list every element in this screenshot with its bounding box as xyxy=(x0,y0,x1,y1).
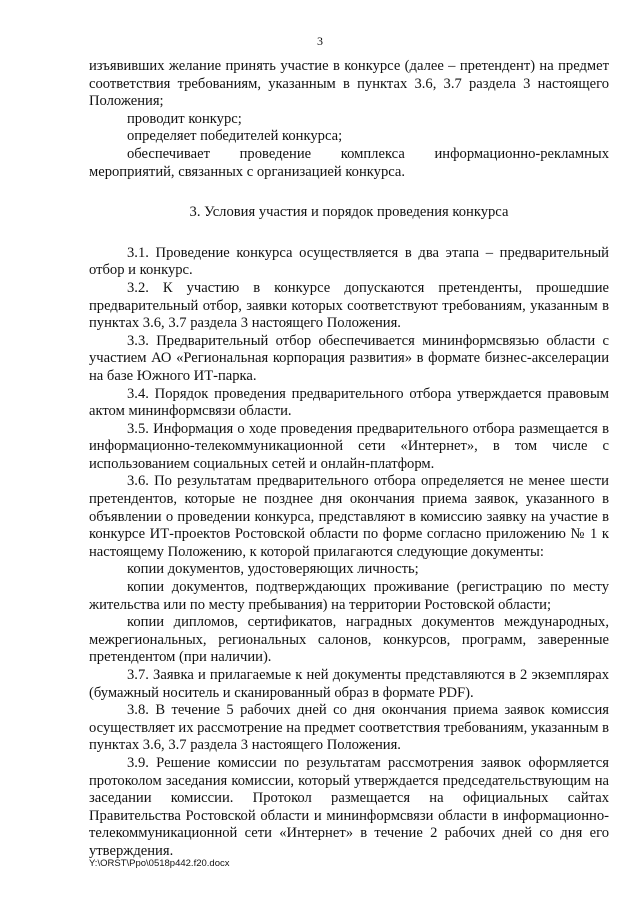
paragraph-3-8: 3.8. В течение 5 рабочих дней со дня окончания приема заявок комиссия осуществляет их рассмотрение на предмет соответствия требованиям, указанным в пунктах 3.6, 3.7 раздела 3 настоящего Положения. xyxy=(89,702,609,754)
paragraph-3-7: 3.7. Заявка и прилагаемые к ней документы представляются в 2 экземплярах (бумажный носитель и сканированный образ в формате PDF). xyxy=(89,667,609,701)
section-heading: 3. Условия участия и порядок проведения конкурса xyxy=(189,204,509,221)
paragraph-3-3: 3.3. Предварительный отбор обеспечивается мининформсвязью области с участием АО «Региональная корпорация развития» в формате бизнес-акселерации на базе Южного ИТ-парка. xyxy=(89,332,609,384)
paragraph-3-4: 3.4. Порядок проведения предварительного отбора утверждается правовым актом мининформсвязи области. xyxy=(89,385,609,420)
paragraph: проводит конкурс; xyxy=(127,110,242,127)
paragraph-3-1: 3.1. Проведение конкурса осуществляется в два этапа – предварительный отбор и конкурс. xyxy=(89,244,609,279)
document-body xyxy=(89,58,609,861)
paragraph: определяет победителей конкурса; xyxy=(127,128,343,145)
page-number: 3 xyxy=(317,34,323,48)
footer-file-path: Y:\ORST\Ppo\0518p442.f20.docx xyxy=(89,858,230,869)
list-item-document: копии документов, удостоверяющих личность; xyxy=(127,561,419,578)
list-item-document: копии дипломов, сертификатов, наградных документов международных, межрегиональных, региональных салонов, конкурсов, программ, заверенные претендентом (при наличии). xyxy=(89,614,609,666)
paragraph-3-5: 3.5. Информация о ходе проведения предварительного отбора размещается в информационно-телекоммуникационной сети «Интернет», в том числе с использованием социальных сетей и онлайн-платформ. xyxy=(89,420,609,472)
paragraph-continuation: изъявивших желание принять участие в конкурсе (далее – претендент) на предмет соответствия требованиям, указанным в пунктах 3.6, 3.7 раздела 3 настоящего Положения; xyxy=(89,58,609,110)
paragraph-3-2: 3.2. К участию в конкурсе допускаются претенденты, прошедшие предварительный отбор, заявки которых соответствуют требованиям, указанным в пунктах 3.6, 3.7 раздела 3 настоящего Положения. xyxy=(89,279,609,332)
paragraph: обеспечивает проведение комплекса информационно-рекламных мероприятий, связанных с организацией конкурса. xyxy=(89,145,609,180)
paragraph-3-6: 3.6. По результатам предварительного отбора определяется не менее шести претендентов, которые не позднее дня окончания приема заявок, указанного в объявлении о проведении конкурса, представляют в комиссию заявку на участие в конкурсе ИТ-проектов Ростовской области по форме согласно приложению № 1 к настоящему Положению, к которой прилагаются следующие документы: xyxy=(89,473,609,560)
list-item-document: копии документов, подтверждающих проживание (регистрацию по месту жительства или по месту пребывания) на территории Ростовской области; xyxy=(89,579,609,613)
paragraph-3-9: 3.9. Решение комиссии по результатам рассмотрения заявок оформляется протоколом заседания комиссии, который утверждается председательствующим на заседании комиссии. Протокол размещается на официальных сайтах Правительства Ростовской области и мининформсвязи области в информационно-телекоммуникационной сети «Интернет» в течение 2 рабочих дней со дня его утверждения. xyxy=(89,754,609,859)
